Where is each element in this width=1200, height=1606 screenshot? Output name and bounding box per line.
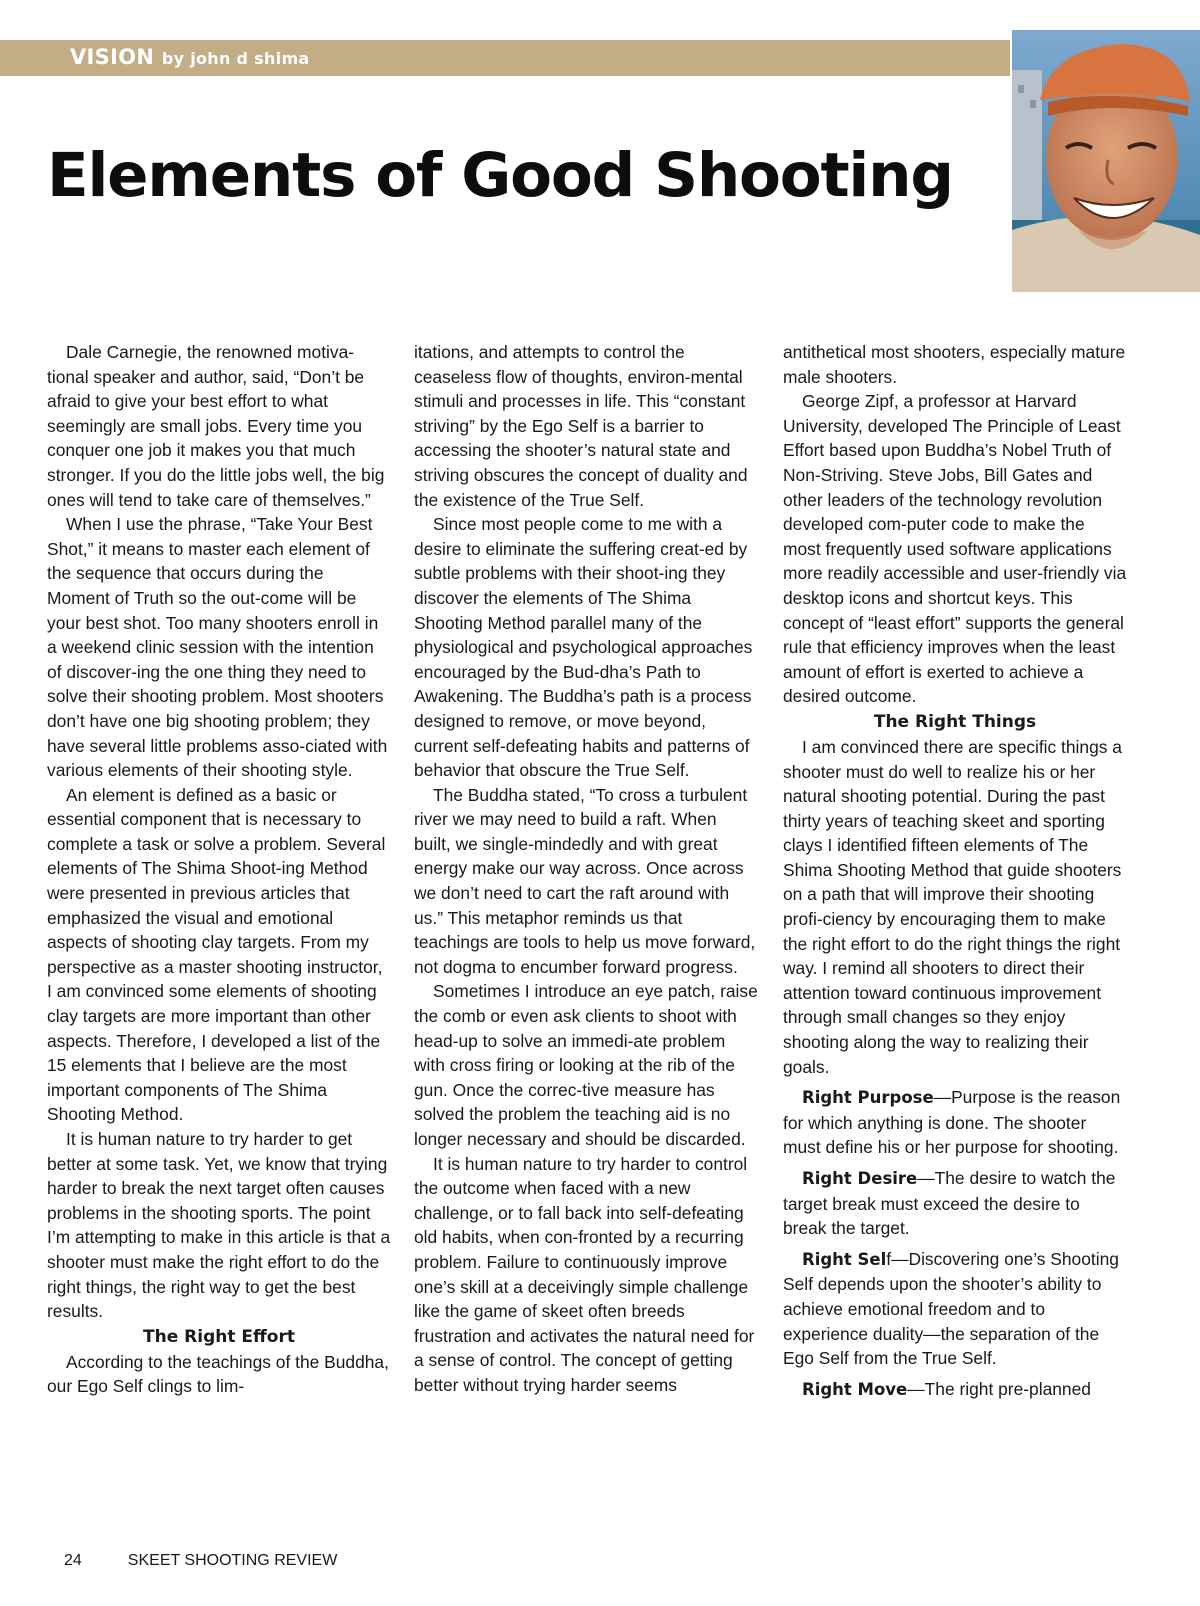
paragraph: George Zipf, a professor at Harvard University, developed The Principle of Least Effort based upon Buddha’s Nobel Truth of Non-Striving. Steve Jobs, Bill Gates and other leaders of the technology revolution developed com-puter code to make the most frequently used software applications more readily accessible and user-friendly via desktop icons and shortcut keys. This concept of “least effort” supports the general rule that efficiency improves when the least amount of effort is exerted to achieve a desired outcome. [783,391,1127,707]
term-definition: —Purpose is the reason for which anything is done. The shooter must define his or her purpose for shooting. [783,1087,1121,1158]
paragraph: I am convinced there are specific things a shooter must do well to realize his or her natural shooting potential. During the past thirty years of teaching skeet and sporting clays I identified fifteen elements of The Shima Shooting Method that guide shooters on a path that will improve their shooting profi-ciency by encouraging them to make the right effort to do the right things the right way. I remind all shooters to direct their attention toward continuous improvement through small changes so they enjoy shooting along the way to realizing their goals. [783,736,1122,1077]
article-column-3 [783,340,1127,1402]
element-right-move [783,1377,1127,1403]
paragraph: An element is defined as a basic or essential component that is necessary to complete a task or solve a problem. Several elements of The Shima Shoot-ing Method were presented in previous articles that emphasized the visual and emotional aspects of shooting clay targets. From my perspective as a master shooting instructor, I am convinced some elements of shooting clay targets are more important than other aspects. Therefore, I developed a list of the 15 elements that I believe are the most important components of The Shima Shooting Method. [47,784,386,1125]
paragraph: It is human nature to try harder to control the outcome when faced with a new challenge, or to fall back into self-defeating old habits, when con-fronted by a recurring problem. Failure to continuously improve one’s skill at a deceivingly simple challenge like the game of skeet often breeds frustration and activates the natural need for a sense of control. The concept of getting better without trying harder seems [414,1153,755,1395]
section-name: VISION [70,45,155,69]
paragraph: Dale Carnegie, the renowned motiva-tional speaker and author, said, “Don’t be afraid to give your best effort to what seemingly are small jobs. Every time you conquer one job it makes you that much stronger. If you do the little jobs well, the big ones will tend to take care of themselves.” [47,342,385,510]
term-label: Right Desire [802,1169,918,1188]
term-definition: f—Discovering one’s Shooting Self depends upon the shooter’s ability to achieve emotional freedom and to experience duality—the separation of the Ego Self from the True Self. [783,1248,1119,1369]
paragraph: According to the teachings of the Buddha, our Ego Self clings to lim- [47,1351,389,1397]
section-header-bar [0,40,1010,76]
element-right-desire [783,1166,1127,1241]
page-number: 24 [64,1552,82,1569]
article-column-1 [47,340,391,1399]
byline: by john d shima [161,49,310,68]
paragraph: The Buddha stated, “To cross a turbulent river we may need to build a raft. When built, we single-mindedly and with great energy make our way across. Once across we don’t need to cart the raft around with us.” This metaphor reminds us that teachings are tools to help us move forward, not dogma to encumber forward progress. [414,784,756,977]
paragraph: When I use the phrase, “Take Your Best Shot,” it means to master each element of the sequence that occurs during the Moment of Truth so the out-come will be your best shot. Too many shooters enroll in a weekend clinic session with the intention of discover-ing the one thing they need to solve their shooting problem. Most shooters don’t have one big shooting problem; they have several little problems asso-ciated with various elements of their shooting style. [47,514,388,781]
element-right-self [783,1247,1127,1371]
author-photo [1012,30,1200,292]
paragraph: itations, and attempts to control the ceaseless flow of thoughts, environ-mental stimuli and processes in life. This “constant striving” by the Ego Self is a barrier to accessing the shooter’s natural state and striving obscures the concept of duality and the existence of the True Self. [414,342,748,510]
paragraph: Since most people come to me with a desire to eliminate the suffering creat-ed by subtle problems with their shoot-ing they discover the elements of The Shima Shooting Method parallel many of the physiological and psychological approaches encouraged by the Bud-dha’s Path to Awakening. The Buddha’s path is a process designed to remove, or move beyond, current self-defeating habits and patterns of behavior that obscure the True Self. [414,514,753,781]
term-definition: —The right pre-planned [907,1378,1091,1399]
paragraph: antithetical most shooters, especially mature male shooters. [783,342,1126,387]
article-column-2 [414,340,758,1398]
term-label: Right Purpose [802,1088,934,1108]
term-label: Right Sel [802,1249,887,1269]
section-label [70,45,310,69]
paragraph: It is human nature to try harder to get better at some task. Yet, we know that trying harder to break the next target often causes problems in the shooting sports. The point I’m attempting to make in this article is that a shooter must make the right effort to do the right things, the right way to get the best results. [47,1129,391,1322]
publication-name: SKEET SHOOTING REVIEW [127,1552,338,1569]
subheading-right-effort: The Right Effort [143,1326,295,1347]
term-definition: —The desire to watch the target break must exceed the desire to break the target. [783,1168,1116,1239]
author-portrait-image [1012,30,1200,292]
paragraph: Sometimes I introduce an eye patch, raise the comb or even ask clients to shoot with head-up to solve an immedi-ate problem with cross firing or looking at the rib of the gun. Once the correc-tive measure has solved the problem the teaching aid is no longer necessary and should be discarded. [414,981,758,1149]
element-right-purpose [783,1085,1127,1160]
subheading-right-things: The Right Things [873,711,1037,732]
article-title: Elements of Good Shooting [47,140,953,211]
term-label: Right Move [802,1379,908,1399]
page-footer [64,1552,337,1570]
